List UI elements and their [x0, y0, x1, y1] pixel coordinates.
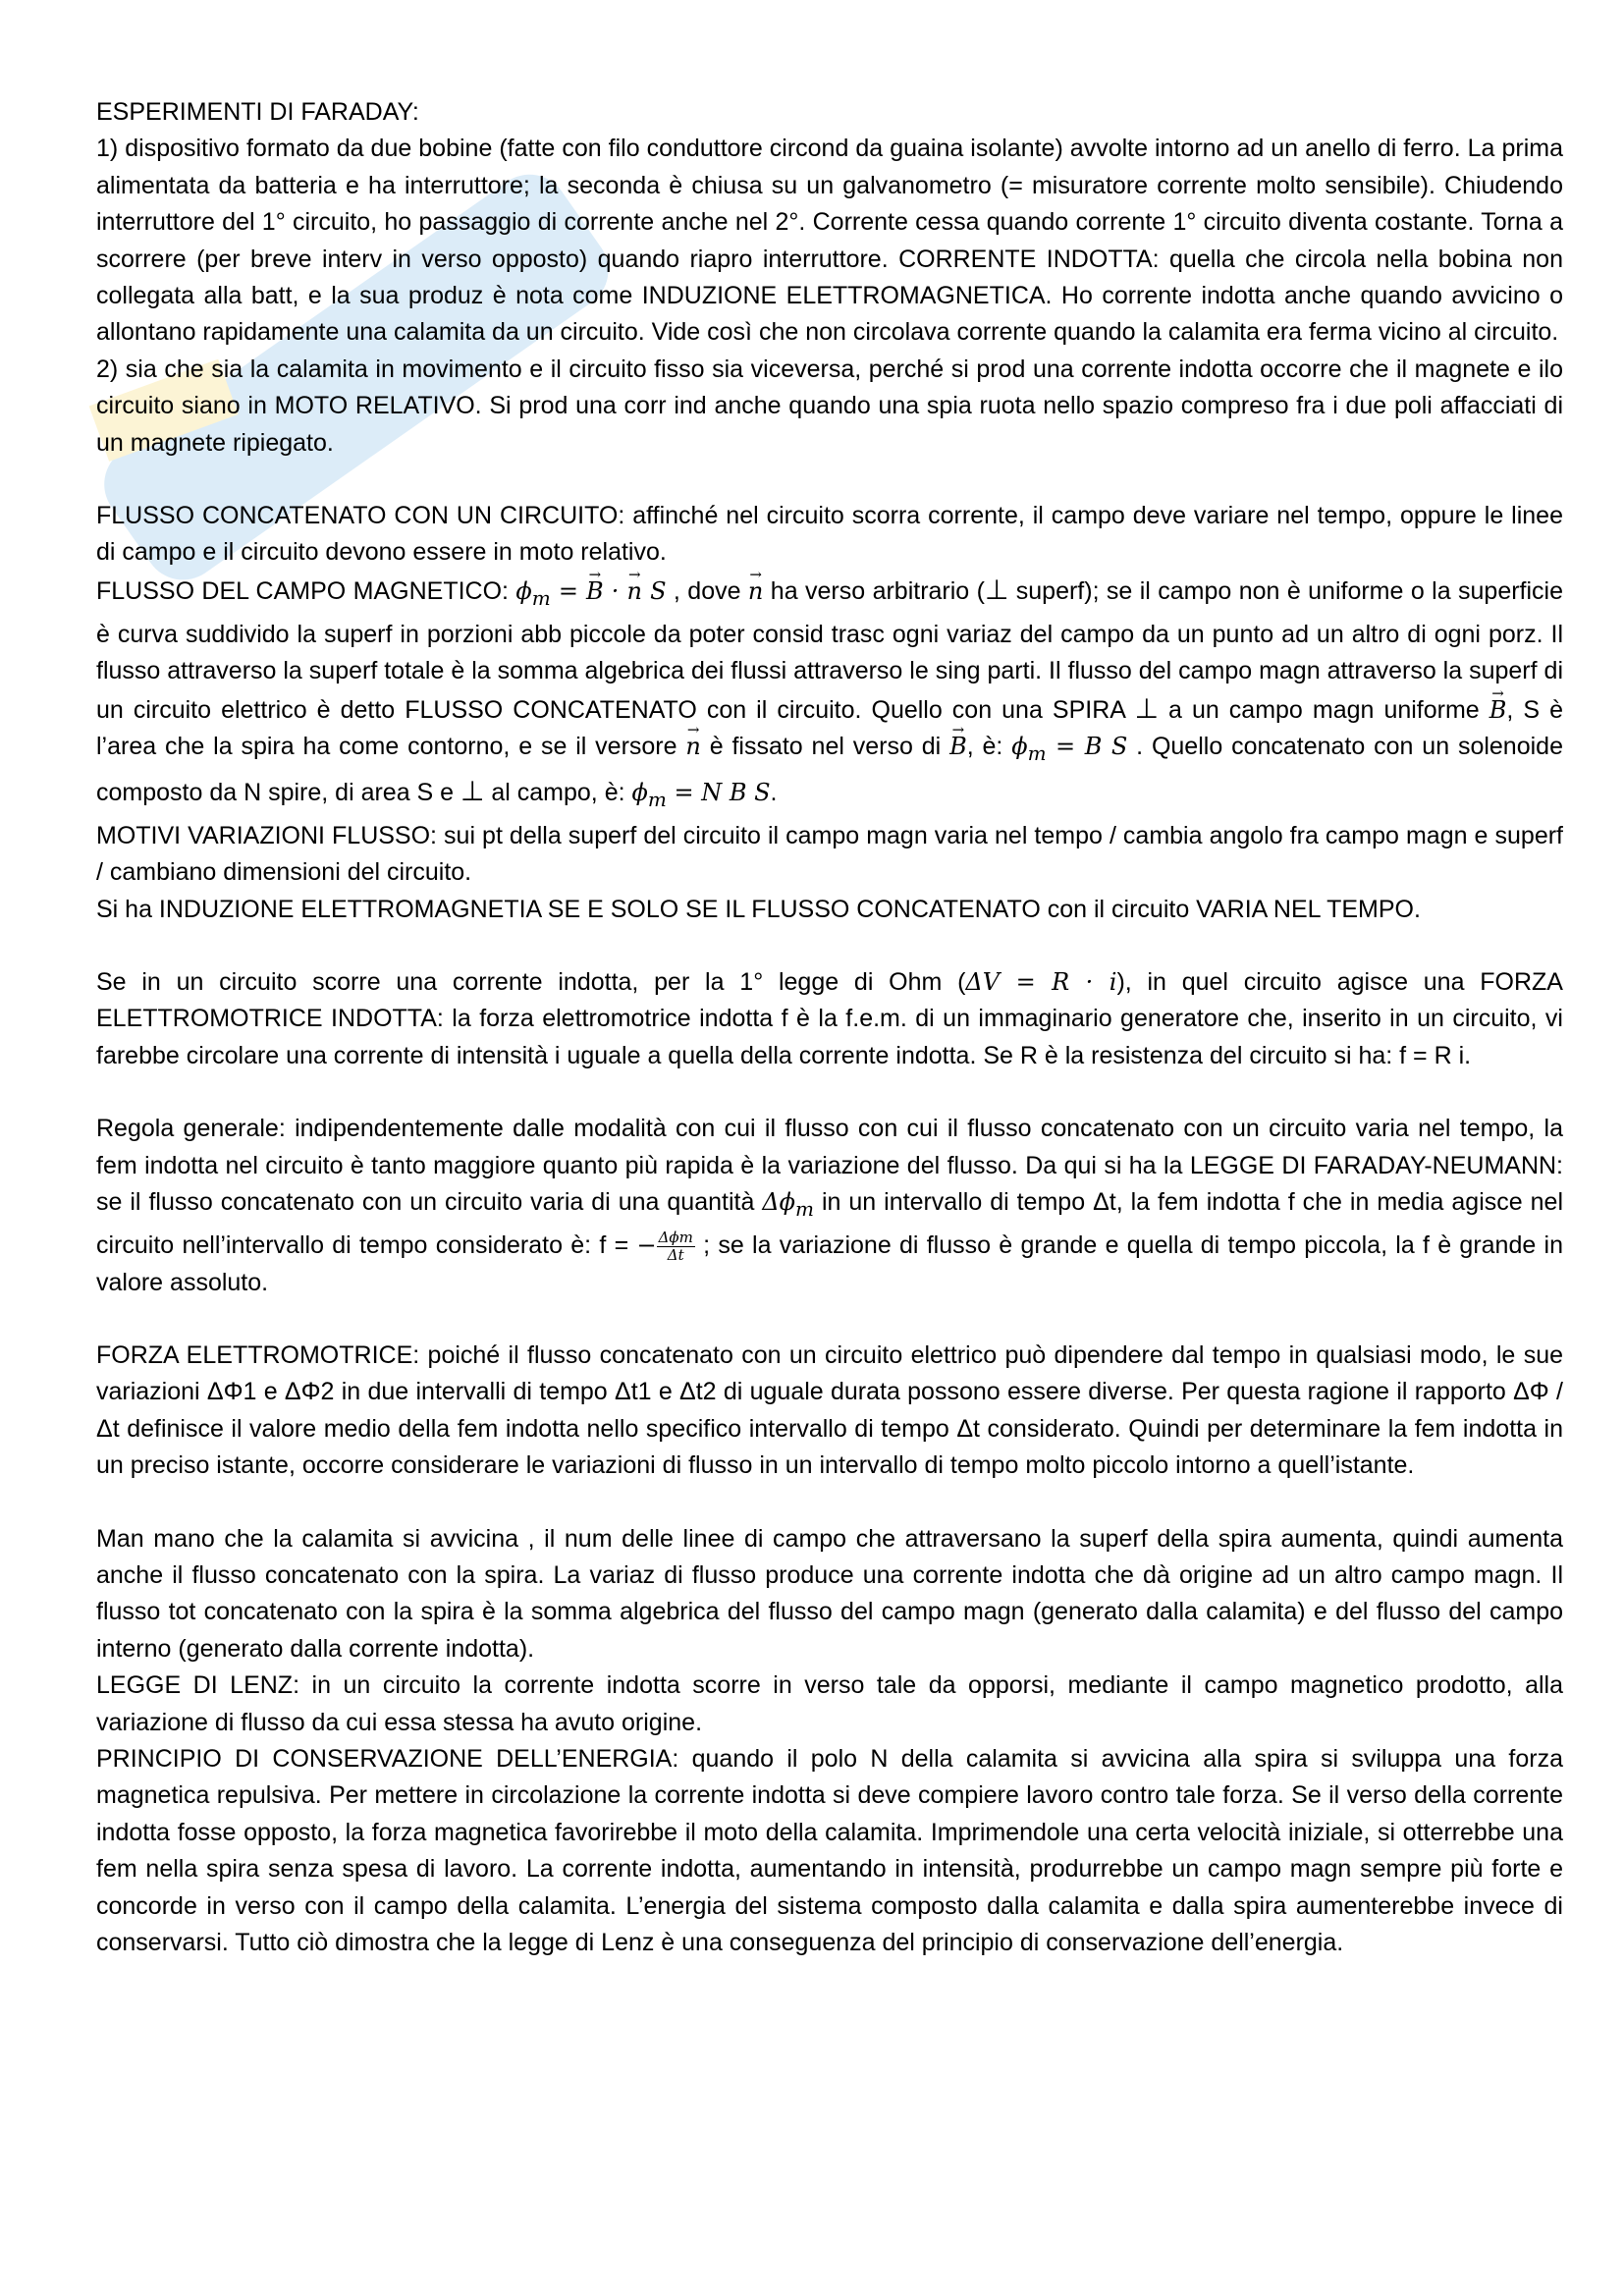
perpendicular-symbol: ⊥ [984, 574, 1009, 605]
emf-force-paragraph: FORZA ELETTROMOTRICE: poiché il flusso concatenato con un circuito elettrico può dipendere dal tempo in qualsiasi modo, le sue variazioni ΔΦ1 e ΔΦ2 in due intervalli di tempo Δt1 e Δt2 di uguale durata possono essere diverse. Per questa ragione il rapporto ΔΦ / Δt definisce il valore medio della fem indotta nello specifico intervallo di tempo Δt considerato. Quindi per determinare la fem indotta in un preciso istante, occorre considerare le variazioni di flusso in un intervallo di tempo molto piccolo intorno a quell’istante. [96, 1340, 1563, 1480]
section-title: ESPERIMENTI DI FARADAY: [96, 98, 419, 126]
emf-paragraph: Se in un circuito scorre una corrente indotta, per la 1° legge di Ohm (ΔV = R · i), in quel circuito agisce una FORZA ELETTROMOTRICE INDOTTA: la forza elettromotrice indotta f è la f.e.m. di un immaginario generatore che, inserito in un circuito, vi farebbe circolare una corrente di intensità i uguale a quella della corrente indotta. Se R è la resistenza del circuito si ha: f = R i. [96, 967, 1563, 1069]
solenoid-flux-formula: $\phi_m = N$ B S [631, 778, 771, 811]
ohm-formula: ΔV = R · i [965, 967, 1117, 996]
lenz-law-paragraph: LEGGE DI LENZ: in un circuito la corrente indotta scorre in verso tale da opporsi, mediante il campo magnetico prodotto, alla variazione di flusso da cui essa stessa ha avuto origine. [96, 1671, 1563, 1736]
magnet-approach-paragraph: Man mano che la calamita si avvicina , il num delle linee di campo che attraversano la superf della spira aumenta, quindi aumenta anche il flusso concatenato con la spira. La variaz di flusso produce una corrente indotta che dà origine ad un altro campo magn. Il flusso tot concatenato con la spira è la somma algebrica del flusso del campo magn (generato dalla calamita) e del flusso del campo interno (generato dalla corrente indotta). [96, 1524, 1563, 1663]
faraday-experiment-2: 2) sia che sia la calamita in movimento e il circuito fisso sia viceversa, perché si prod una corrente indotta occorre che il magnete e ilo circuito siano in MOTO RELATIVO. Si prod una corr ind anche quando una spia ruota nello spazio compreso fra i due poli affacciati di un magnete ripiegato. [96, 355, 1563, 457]
magnetic-flux-paragraph: FLUSSO DEL CAMPO MAGNETICO: $\phi_m$ = → B · → n S , dove → n ha verso arbitrario (⊥ superf); se il campo non è uniforme o la superficie è curva suddivido la superf in porzioni abb piccole da poter consid trasc ogni variaz del campo da un punto ad un altro di ogni porz. Il flusso attraverso la superf totale è la somma algebrica dei flussi attraverso le sing parti. Il flusso del campo magn attraverso la superf di un circuito elettrico è detto FLUSSO CONCATENATO con il circuito. Quello con una SPIRA ⊥ a un campo magn uniforme → B, S è l’area che la spira ha come contorno, e se il versore → n è fissato nel verso di → B, è: $\phi_m = B$ S . Quello concatenato con un solenoide composto da N spire, di area S e ⊥ al campo, è: $\phi_m = N$ B S. [96, 572, 1563, 818]
spira-flux-formula: $\phi_m = B$ S [1011, 733, 1128, 766]
faraday-experiment-1: 1) dispositivo formato da due bobine (fatte con filo conduttore circond da guaina isolante) avvolte intorno ad un anello di ferro. La prima alimentata da batteria e ha interruttore; la seconda è chiusa su un galvanometro (= misuratore corrente molto sensibile). Chiudendo interruttore del 1° circuito, ho passaggio di corrente anche nel 2°. Corrente cessa quando corrente 1° circuito diventa costante. Torna a scorrere (per breve interv in verso opposto) quando riapro interruttore. CORRENTE INDOTTA: quella che circola nella bobina non collegata alla batt, e la sua produz è nota come INDUZIONE ELETTROMAGNETICA. Ho corrente indotta anche quando avvicino o allontano rapidamente una calamita da un circuito. Vide così che non circolava corrente quando la calamita era ferma vicino al circuito. [96, 135, 1563, 347]
induction-condition: Si ha INDUZIONE ELETTROMAGNETIA SE E SOLO SE IL FLUSSO CONCATENATO con il circuito VARIA NEL TEMPO. [96, 895, 1421, 923]
flux-formula: $\phi_m$ = → B · → n S [515, 577, 666, 605]
document-body [96, 94, 1563, 1961]
faraday-fraction: $\frac{\text{Δϕm}}{\Delta t}$ [658, 1229, 693, 1265]
delta-flux-symbol: $\Delta\phi_m$ [762, 1187, 814, 1221]
flux-variation-reasons: MOTIVI VARIAZIONI FLUSSO: sui pt della superf del circuito il campo magn varia nel tempo / cambia angolo fra campo magn e superf / cambiano dimensioni del circuito. [96, 821, 1563, 887]
faraday-neumann-paragraph: Regola generale: indipendentemente dalle modalità con cui il flusso con cui il flusso concatenato con un circuito varia nel tempo, la fem indotta nel circuito è tanto maggiore quanto più rapida è la variazione del flusso. Da qui si ha la LEGGE DI FARADAY-NEUMANN: se il flusso concatenato con un circuito varia di una quantità $\Delta\phi_m$ in un intervallo di tempo Δt, la fem indotta f che in media agisce nel circuito nell’intervallo di tempo considerato è: f = − $\frac{\text{Δϕm}}{\Delta t}$ ; se la variazione di flusso è grande e quella di tempo piccola, la f è grande in valore assoluto. [96, 1115, 1564, 1296]
flux-concatenated-paragraph: FLUSSO CONCATENATO CON UN CIRCUITO: affinché nel circuito scorra corrente, il campo deve variare nel tempo, oppure le linee di campo e il circuito devono essere in moto relativo. [96, 502, 1563, 567]
energy-conservation-paragraph: PRINCIPIO DI CONSERVAZIONE DELL’ENERGIA: quando il polo N della calamita si avvicina alla spira si sviluppa una forza magnetica repulsiva. Per mettere in circolazione la corrente indotta si deve compiere lavoro contro tale forza. Se il verso della corrente indotta fosse opposto, la forza magnetica favorirebbe il moto della calamita. Imprimendole una certa velocità iniziale, si otterrebbe una fem nella spira senza spesa di lavoro. La corrente indotta, aumentando in intensità, produrrebbe un campo magn sempre più forte e concorde in verso con il campo della calamita. L’energia del sistema composto dalla calamita e dalla spira aumenterebbe invece di conservarsi. Tutto ciò dimostra che la legge di Lenz è una conseguenza del principio di conservazione dell’energia. [96, 1745, 1563, 1957]
